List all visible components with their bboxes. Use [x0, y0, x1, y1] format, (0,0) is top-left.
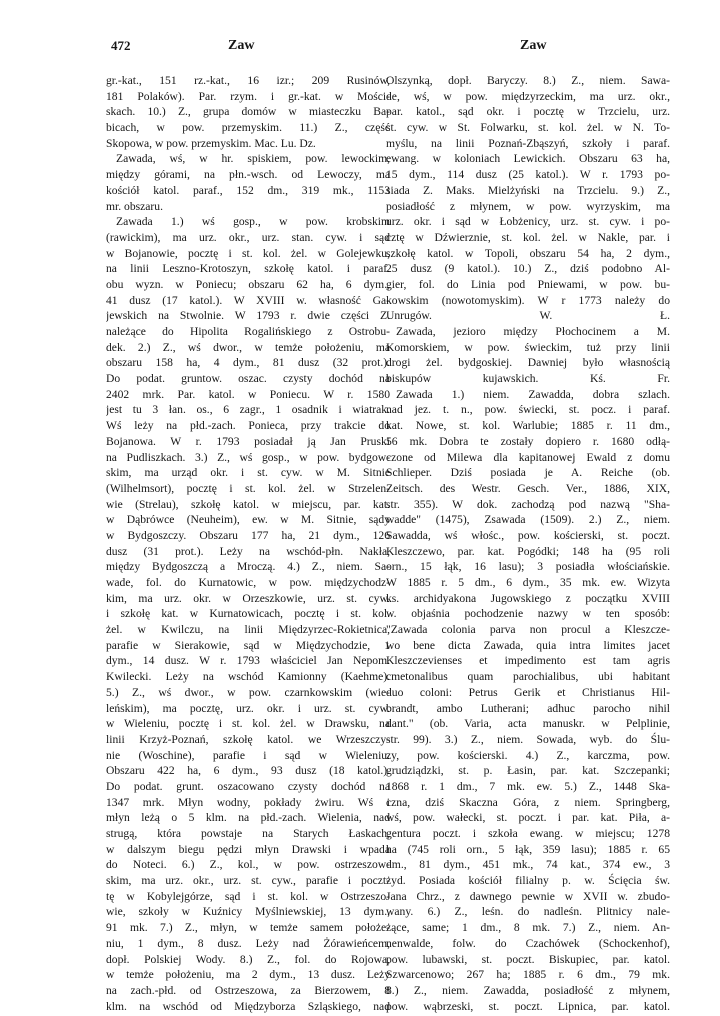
- text-line: Jana Chrz., z dawnego pewnie w XVII w. zbudo-: [386, 889, 670, 903]
- text-line: Skopowa, w pow. przemyskim. Mac. Lu. Dz.: [106, 136, 316, 150]
- text-line: wade, fol. do Kurnatowic, w pow. międzychodz-: [106, 576, 390, 589]
- text-line: mr. obszaru.: [106, 199, 163, 213]
- text-line: dant." (ob. Varia, acta manuskr. w Pelplinie,: [386, 717, 670, 731]
- text-line: Komorskiem, w pow. świeckim, tuż przy linii: [386, 340, 670, 354]
- text-line: urz. okr. i sąd w Łobżenicy, urz. st. cyw. i po-: [386, 215, 670, 229]
- text-line: skim, ma urz. okr., urz. st. cyw., parafie i poczt-: [106, 874, 390, 888]
- text-line: W 1885 r. 5 dm., 6 dym., 35 mk. ew. Wizyta: [386, 576, 670, 589]
- text-line: w Dąbrówce (Neuheim), ew. w M. Sitnie, sądy: [106, 513, 390, 527]
- text-line: Do podat. grunt. oszacowano czysty dochód na: [106, 779, 390, 793]
- text-line: wie, szkoły w Kuźnicy Myślniewskiej, 13 dym.,: [106, 905, 390, 919]
- text-line: Unrugów. W. Ł.: [386, 309, 670, 323]
- text-line: (rawickim), ma urz. okr., urz. stan. cyw. i sąd: [106, 230, 390, 244]
- text-line: czna, dziś Skaczna Góra, z niem. Springberg,: [386, 795, 670, 809]
- left-column: [106, 73, 390, 1014]
- text-line: leńskim), ma pocztę, urz. okr. i urz. st. cyw.: [106, 701, 390, 715]
- text-line: nie (Woschine), parafie i sąd w Wieleniu.: [106, 748, 390, 762]
- text-line: dek. 2.) Z., wś dwor., w temże położeniu, ma: [106, 340, 390, 354]
- text-line: nenwalde, folw. do Czachówek (Schockenhof),: [386, 936, 670, 950]
- text-line: na linii Leszno-Krotoszyn, szkołę katol. i paraf.: [106, 262, 390, 276]
- text-line: żel. w Kwilczu, na linii Międzyrzec-Rokietnica,: [106, 623, 390, 637]
- text-line: Zawada 1.) wś gosp., w pow. krobskim: [116, 215, 390, 229]
- text-line: Zawada 1.) niem. Zawadda, dobra szlach.: [396, 387, 670, 401]
- text-line: bicach, w pow. przemyskim. 11.) Z., część: [106, 121, 390, 135]
- text-line: dm., 81 dym., 451 mk., 74 kat., 374 ew., 3: [386, 858, 670, 872]
- text-line: gier, fol. do Linia pod Pniewami, w pow. bu-: [386, 277, 670, 291]
- text-line: brandt, ambo Lutherani; adhuc parocho nihil: [386, 701, 670, 715]
- text-line: w Bydgoszczy. Obszaru 177 ha, 21 dym., 126: [106, 528, 390, 542]
- text-line: obszaru 158 ha, 4 dym., 81 dusz (32 prot.).: [106, 356, 390, 370]
- text-line: linii Krzyż-Poznań, szkołę katol. we Wrzeszczy-: [106, 732, 390, 746]
- text-line: Wś leży na płd.-zach. Ponieca, przy trakcie do: [106, 419, 390, 433]
- text-line: jest tu 3 łan. os., 6 zagr., 1 osadnik i wiatrak.: [106, 403, 390, 417]
- text-line: duo coloni: Petrus Gerik et Christianus Hil-: [386, 685, 670, 699]
- text-line: 181 Polaków). Par. rzym. i gr.-kat. w Mości-: [106, 89, 390, 103]
- text-line: (Wilhelmsort), pocztę i st. kol. żel. w Strzelen-: [106, 481, 390, 495]
- text-line: wie (Strelau), szkołę katol. w miejscu, par. kat.: [106, 497, 390, 511]
- text-line: tę w Kobylejgórze, sąd i st. kol. w Ostrzeszo-: [106, 889, 390, 903]
- text-line: Sawadda, wś włośc., pow. kościerski, st. poczt.: [386, 528, 670, 542]
- text-line: ha (745 roli orn., 5 łąk, 359 lasu); 1885 r. 65: [386, 842, 670, 856]
- text-line: str. 99). 3.) Z., niem. Sowada, wyb. do Ślu-: [386, 732, 670, 746]
- running-head-left: Zaw: [228, 38, 255, 53]
- text-line: grudziądzki, st. p. Łasin, par. kat. Szczepanki;: [386, 764, 670, 778]
- text-line: młyn leżą o 5 klm. na płd.-zach. Wielenia, nad: [106, 811, 390, 825]
- text-line: pow. lubawski, st. poczt. Biskupiec, par. katol.: [386, 952, 670, 966]
- text-line: Zeitsch. des Westr. Gesch. Ver., 1886, XIX,: [386, 481, 670, 495]
- text-line: kowskim (nowotomyskim). W r 1773 należy do: [386, 293, 670, 307]
- text-line: wo bene dicta Zawada, quia intra limites jacet: [386, 638, 670, 652]
- text-line: żyd. Posiada kościół filialny p. w. Ścięcia św.: [386, 874, 670, 888]
- text-line: str. 355). W dok. zachodzą pod nazwą "Sha-: [386, 497, 670, 511]
- text-line: między górami, na płn.-wsch. od Lewoczy, ma: [106, 168, 390, 182]
- running-head-right: Zaw: [520, 38, 547, 53]
- text-line: gr.-kat., 151 rz.-kat., 16 izr.; 209 Rusinów,: [106, 74, 390, 87]
- text-line: szkołę katol. w Topoli, obszaru 54 ha, 2 dym.,: [386, 246, 670, 260]
- text-line: 56 mk. Dobra te zostały dopiero r. 1680 odłą-: [386, 434, 670, 448]
- text-line: 1868 r. 1 dm., 7 mk. ew. 5.) Z., 1448 Ska-: [386, 779, 670, 793]
- text-line: Obszaru 422 ha, 6 dym., 93 dusz (18 katol.).: [106, 764, 390, 778]
- text-line: 8.) Z., niem. Zawadda, posiadłość z młynem,: [386, 983, 670, 997]
- text-line: par. katol., sąd okr. i pocztę w Trzcielu, urz.: [386, 105, 670, 119]
- text-line: zy, pow. kościerski. 4.) Z., karczma, pow.: [386, 748, 670, 762]
- text-line: kat. Nowe, st. kol. Warlubie; 1885 r. 11 dm.,: [386, 419, 670, 433]
- text-line: pow. wąbrzeski, st. poczt. Lipnica, par. katol.: [386, 999, 670, 1013]
- text-line: Olszynką, dopł. Baryczy. 8.) Z., niem. Sawa-: [386, 74, 670, 87]
- text-line: między Bydgoszczą a Mroczą. 4.) Z., niem. Sa-: [106, 560, 390, 574]
- text-line: wadde" (1475), Zsawada (1509). 2.) Z., niem.: [386, 513, 670, 527]
- text-line: Zawada, wś, w hr. spiskiem, pow. lewockim,: [116, 152, 390, 166]
- text-line: niu, 1 dym., 8 dusz. Leży nad Żórawieńcem,: [106, 936, 390, 950]
- text-line: dym., 14 dusz. W r. 1793 właściciel Jan Nepom.: [106, 654, 390, 668]
- text-line: jewskich na Stwolnie. W 1793 r. dwie części Z.: [106, 309, 390, 323]
- text-line: de, wś, w pow. międzyrzeckim, ma urz. okr.,: [386, 89, 670, 103]
- text-line: 41 dusz (17 katol.). W XVIII w. własność Ga-: [106, 293, 390, 307]
- text-line: skim, ma urząd okr. i st. cyw. w M. Sitnie: [106, 466, 390, 480]
- text-line: w Bojanowie, pocztę i st. kol. żel. w Golejewku,: [106, 246, 390, 260]
- text-line: na Pudliszkach. 3.) Z., wś gosp., w pow. bydgow-: [106, 450, 390, 464]
- text-line: "Zawada colonia parva non procul a Kleszcze-: [386, 623, 670, 637]
- text-line: Schlieper. Dziś posiada je A. Reiche (ob.: [386, 466, 670, 480]
- text-line: należące do Hipolita Rogalińskiego z Ostrobu-: [106, 325, 390, 338]
- text-line: w temże położeniu, ma 2 dym., 13 dusz. Leży: [106, 968, 390, 982]
- text-line: klm. na wschód od Międzyborza Szląskiego, nad: [106, 999, 390, 1013]
- text-line: w Wieleniu, pocztę i st. kol. żel. w Drawsku, na: [106, 717, 390, 731]
- text-line: Kwilecki. Leży na wschód Kamionny (Kaehme).: [106, 670, 390, 684]
- text-line: orn., 15 łąk, 16 lasu); 3 posiadła włościańskie.: [386, 560, 670, 574]
- text-line: posiadłość z młynem, w pow. wyrzyskim, ma: [386, 199, 670, 213]
- text-line: 15 dym., 114 dusz (25 katol.). W r. 1793 po-: [386, 168, 670, 182]
- text-line: st. cyw. w St. Folwarku, st. kol. żel. w N. To-: [386, 121, 670, 135]
- text-line: czone od Milewa dla kapitanowej Ewald z domu: [386, 450, 670, 464]
- text-line: cmetonalibus quam parochialibus, ubi habitant: [386, 670, 670, 684]
- text-line: 1347 mrk. Młyn wodny, pokłady żwiru. Wś i: [106, 795, 390, 809]
- text-line: w. objaśnia pochodzenie nazwy w ten sposób:: [386, 607, 670, 621]
- text-line: gentura poczt. i szkoła ewang. w miejscu; 1278: [386, 827, 670, 840]
- text-line: cztę w Dźwierznie, st. kol. żel. w Nakle, par. i: [386, 230, 670, 244]
- text-line: Bojanowa. W r. 1793 posiadał ją Jan Pruski: [106, 434, 390, 448]
- text-line: strugą, która powstaje na Starych Łaskach,: [106, 827, 390, 840]
- text-line: do Noteci. 6.) Z., kol., w pow. ostrzeszow-: [106, 858, 390, 872]
- text-line: wany. 6.) Z., leśn. do nadleśn. Plitnicy nale-: [386, 905, 670, 919]
- text-line: wś, pow. wałecki, st. poczt. i par. kat. Piła, a-: [386, 811, 670, 825]
- right-column: [386, 73, 670, 1014]
- text-line: na zach.-płd. od Ostrzeszowa, za Bierzowem, 8: [106, 983, 390, 997]
- text-line: 91 mk. 7.) Z., młyn, w temże samem położe-: [106, 921, 390, 935]
- text-line: w dalszym biegu pędzi młyn Drawski i wpada: [106, 842, 390, 856]
- text-line: skach. 10.) Z., grupa domów w miasteczku Ba-: [106, 105, 390, 119]
- page-header: [0, 38, 720, 58]
- text-line: ewang. w koloniach Lewickich. Obszaru 63 ha,: [386, 152, 670, 166]
- text-line: kościół katol. paraf., 152 dm., 319 mk., 1153: [106, 183, 390, 197]
- text-line: Szwarcenowo; 267 ha; 1885 r. 6 dm., 79 mk.: [386, 968, 670, 982]
- text-line: kim, ma urz. okr. w Orzeszkowie, urz. st. cyw.: [106, 591, 390, 605]
- text-line: obu wyzn. w Poniecu; obszaru 62 ha, 6 dym.,: [106, 277, 390, 291]
- text-line: dopł. Polskiej Wody. 8.) Z., fol. do Rojowa,: [106, 952, 390, 966]
- text-line: żące, same; 1 dm., 8 mk. 7.) Z., niem. An-: [386, 921, 670, 935]
- page-number: 472: [111, 38, 131, 53]
- text-line: 2402 mrk. Par. katol. w Poniecu. W r. 1580: [106, 387, 390, 401]
- text-line: siada Z. Maks. Mielżyński na Trzcielu. 9.) Z.,: [386, 183, 670, 197]
- text-line: Do podat. gruntow. oszac. czysty dochód na: [106, 372, 390, 386]
- text-line: Kleszczevienses et impedimento est tam agris: [386, 654, 670, 668]
- text-line: 25 dusz (9 katol.). 10.) Z., dziś podobno Al-: [386, 262, 670, 276]
- text-line: Kleszczewo, par. kat. Pogódki; 148 ha (95 roli: [386, 544, 670, 558]
- text-line: 5.) Z., wś dwor., w pow. czarnkowskim (wie-: [106, 685, 390, 699]
- text-line: drogi żel. bydgoskiej. Dawniej było własnością: [386, 356, 670, 370]
- text-line: biskupów kujawskich. Kś. Fr.: [386, 372, 670, 386]
- text-line: dusz (31 prot.). Leży na wschód-płn. Nakła,: [106, 544, 390, 558]
- text-line: ks. archidyakona Jugowskiego z początku XVIII: [386, 591, 670, 605]
- text-line: i szkołę kat. w Kurnatowicach, pocztę i st. kol.: [106, 607, 390, 621]
- text-line: Zawada, jezioro między Płochocinem a M.: [396, 325, 670, 338]
- text-line: parafie w Sierakowie, sąd w Międzychodzie, 1: [106, 638, 390, 652]
- text-line: myślu, na linii Poznań-Zbąszyń, szkoły i paraf.: [386, 136, 670, 150]
- text-line: nad jez. t. n., pow. świecki, st. pocz. i paraf.: [386, 403, 670, 417]
